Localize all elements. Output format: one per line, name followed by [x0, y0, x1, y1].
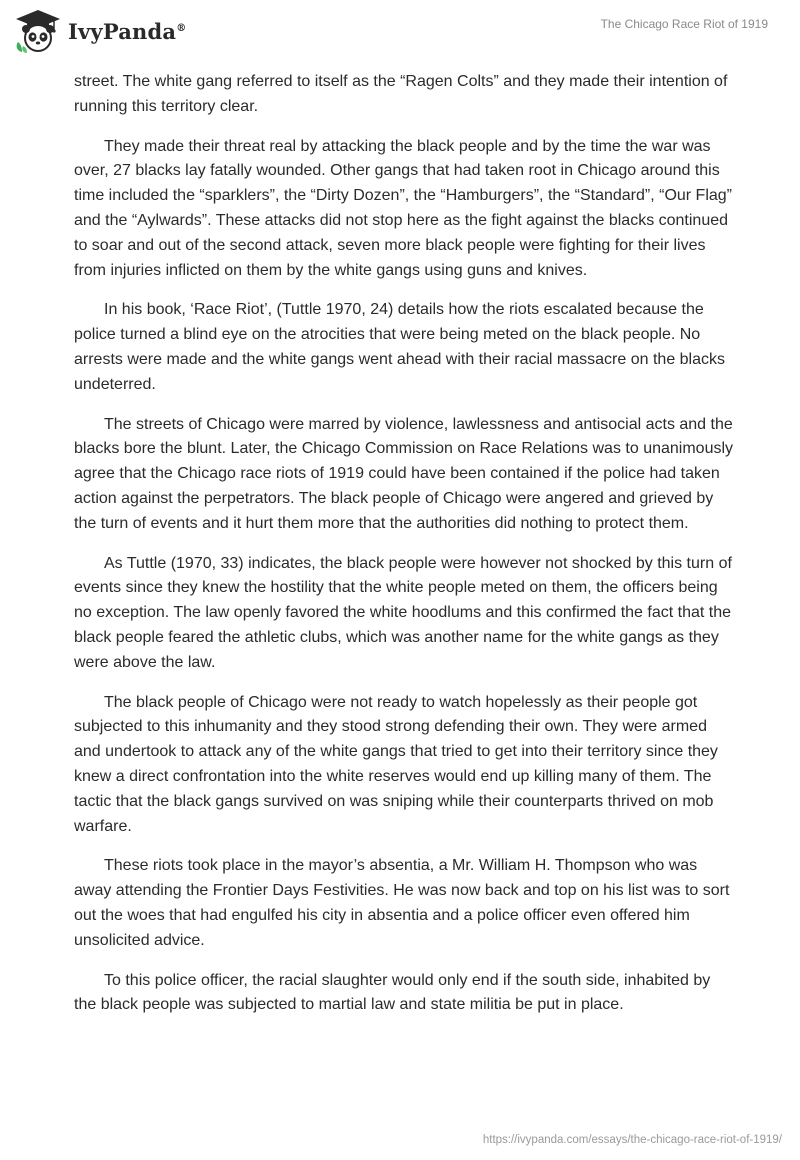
- paragraph: To this police officer, the racial slaughter would only end if the south side, inhabited by the black people was subjected to martial law and state militia be put in place.: [74, 971, 711, 1014]
- ivypanda-logo[interactable]: [14, 8, 186, 54]
- essay-body: [74, 70, 734, 1033]
- source-url[interactable]: https://ivypanda.com/essays/the-chicago-race-riot-of-1919/: [482, 1134, 782, 1146]
- page-header: [0, 0, 800, 64]
- paragraph: street. The white gang referred to itself as the “Ragen Colts” and they made their intention of running this territory clear.: [74, 73, 728, 115]
- paragraph: These riots took place in the mayor’s absentia, a Mr. William H. Thompson who was away attending the Frontier Days Festivities. He was now back and top on his list was to sort out the woes that had engulfed his city in absentia and a police officer even offered him unsolicited advice.: [74, 857, 730, 949]
- document-title: The Chicago Race Riot of 1919: [600, 17, 768, 31]
- paragraph: The black people of Chicago were not ready to watch hopelessly as their people got subjected to this inhumanity and they stood strong defending their own. They were armed and undertook to attack any of the white gangs that tried to get into their territory since they knew a direct confrontation into the white reserves would end up killing many of them. The tactic that the black gangs survived on was sniping while their counterparts thrived on mob warfare.: [74, 693, 718, 835]
- paragraph: The streets of Chicago were marred by violence, lawlessness and antisocial acts and the blacks bore the blunt. Later, the Chicago Commission on Race Relations was to unanimously agree that the Chicago race riots of 1919 could have been contained if the police had taken action against the perpetrators. The black people of Chicago were angered and grieved by the turn of events and it hurt them more that the authorities did nothing to protect them.: [74, 415, 734, 532]
- registered-mark: ®: [176, 22, 187, 34]
- paragraph: They made their threat real by attacking the black people and by the time the war was over, 27 blacks lay fatally wounded. Other gangs that had taken root in Chicago around this time included the “sparklers”, the “Dirty Dozen”, the “Hamburgers”, the “Standard”, “Our Flag” and the “Aylwards”. These attacks did not stop here as the fight against the blacks continued to soar and out of the second attack, seven more black people were fighting for their lives from injuries inflicted on them by the white gangs using guns and knives.: [74, 137, 733, 279]
- panda-graduate-icon: [14, 8, 62, 54]
- brand-name: IvyPanda®: [68, 18, 187, 44]
- paragraph: As Tuttle (1970, 33) indicates, the black people were however not shocked by this turn of events since they knew the hostility that the white people meted on them, the officers being no exception. The law openly favored the white hoodlums and this confirmed the fact that the black people feared the athletic clubs, which was another name for the white gangs as they were above the law.: [74, 554, 732, 671]
- paragraph: In his book, ‘Race Riot’, (Tuttle 1970, 24) details how the riots escalated because the police turned a blind eye on the atrocities that were being meted on the black people. No arrests were made and the white gangs went ahead with their racial massacre on the blacks undeterred.: [74, 301, 726, 393]
